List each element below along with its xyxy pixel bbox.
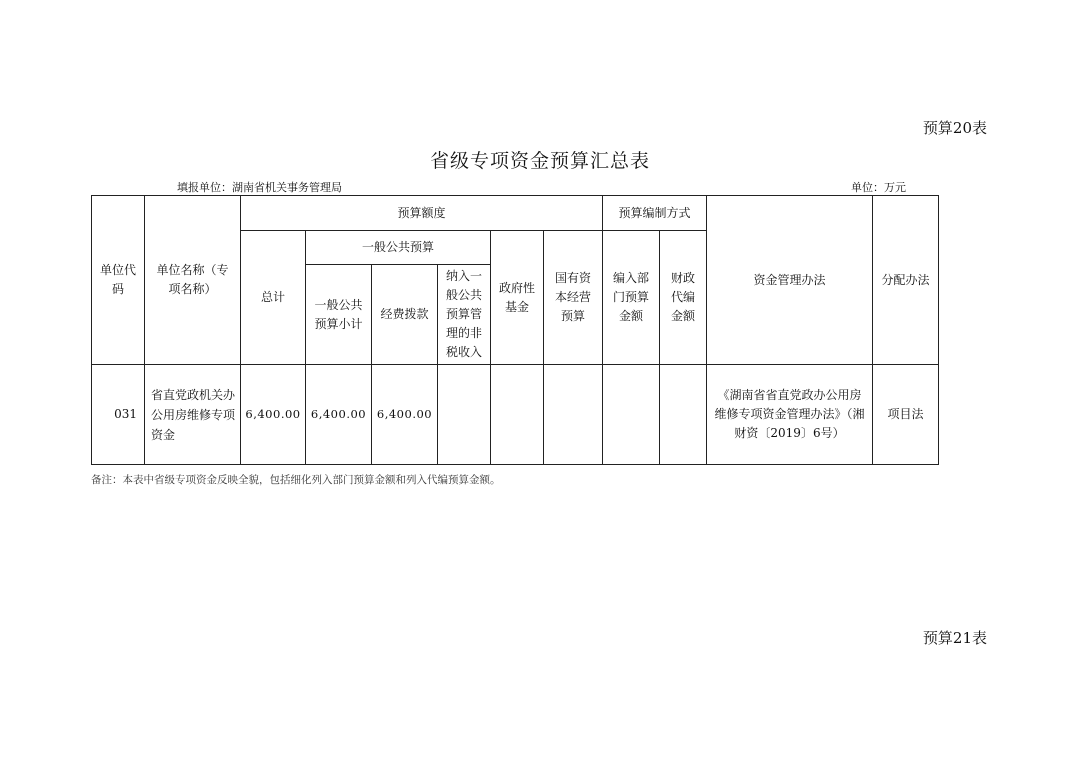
header-budget-method: 预算编制方式: [603, 196, 707, 231]
table-row: [92, 365, 939, 465]
row-management: 《湖南省省直党政办公用房维修专项资金管理办法》（湘财资〔2019〕6号）: [707, 365, 873, 465]
row-allocation: 项目法: [873, 365, 939, 465]
fill-unit: 填报单位：湖南省机关事务管理局: [177, 181, 342, 194]
row-fiscal-budget: [660, 365, 707, 465]
row-total: 6,400.00: [241, 365, 306, 465]
unit-label: 单位：万元: [851, 181, 906, 194]
header-unit-code: 单位代码: [92, 196, 145, 365]
header-allocation: 分配办法: [873, 196, 939, 365]
header-appropriation: 经费拨款: [372, 265, 438, 365]
table-note: 备注：本表中省级专项资金反映全貌，包括细化列入部门预算金额和列入代编预算金额。: [91, 474, 501, 486]
row-gpb-subtotal: 6,400.00: [306, 365, 372, 465]
budget-summary-table: [91, 195, 939, 465]
header-fiscal-budget: 财政代编金额: [660, 231, 707, 365]
row-appropriation: 6,400.00: [372, 365, 438, 465]
row-gov-fund: [491, 365, 544, 465]
row-dept-budget: [603, 365, 660, 465]
row-nontax: [438, 365, 491, 465]
header-gpb-subtotal: 一般公共预算小计: [306, 265, 372, 365]
header-general-public-budget: 一般公共预算: [306, 231, 491, 265]
header-total: 总计: [241, 231, 306, 365]
row-unit-code: 031: [92, 365, 145, 465]
page-title: 省级专项资金预算汇总表: [429, 150, 650, 172]
page-label-bottom: 预算21表: [922, 629, 987, 647]
page-label-top: 预算20表: [922, 119, 987, 137]
header-state-capital: 国有资本经营预算: [544, 231, 603, 365]
row-state-capital: [544, 365, 603, 465]
header-dept-budget: 编入部门预算金额: [603, 231, 660, 365]
header-unit-name: 单位名称（专项名称）: [145, 196, 241, 365]
row-unit-name: 省直党政机关办公用房维修专项资金: [145, 365, 241, 465]
header-gov-fund: 政府性基金: [491, 231, 544, 365]
header-nontax: 纳入一般公共预算管理的非税收入: [438, 265, 491, 365]
header-management: 资金管理办法: [707, 196, 873, 365]
header-budget-amount: 预算额度: [241, 196, 603, 231]
